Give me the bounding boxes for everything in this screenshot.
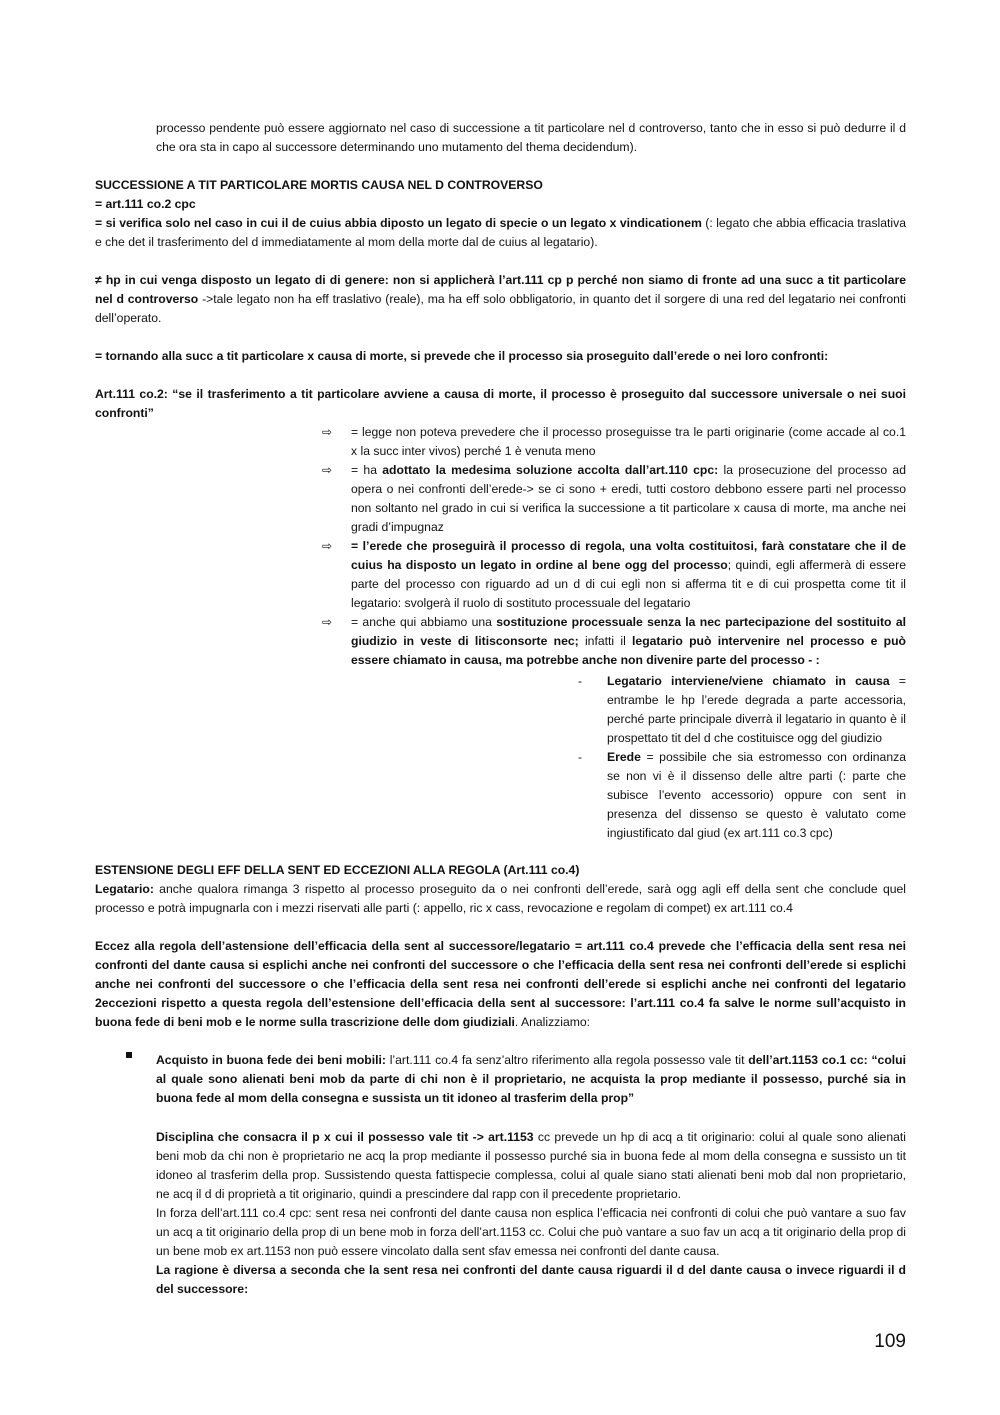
intro-paragraph: processo pendente può essere aggiornato nel caso di successione a tit particolare nel d controverso, tanto che in esso si può dedurre il d che ora sta in capo al successore determinando uno mutamento del thema decidendum). bbox=[156, 121, 906, 154]
arrow-item: ⇨ = anche qui abbiamo una sostituzione processuale senza la nec partecipazione del sostituito al giudizio in veste di litisconsorte nec; infatti il legatario può intervenire nel processo e può essere chiamato in causa, ma potrebbe anche non divenire parte del processo - : bbox=[322, 615, 906, 667]
article-quote: Art.111 co.2: “se il trasferimento a tit particolare avviene a causa di morte, il processo è proseguito dal successore universale o nei suoi confronti” bbox=[95, 387, 906, 420]
acquisto-paragraph: Acquisto in buona fede dei beni mobili: l’art.111 co.4 fa senz’altro riferimento alla regola possesso vale tit dell’art.1153 co.1 cc: “colui al quale sono alienati beni mob da parte di chi non è il proprietario, ne acquista la prop mediante il possesso, purché sia in buona fede al mom della consegna e sussista un tit idoneo al trasferim della prop” bbox=[156, 1053, 906, 1105]
section-heading-estensione: ESTENSIONE DEGLI EFF DELLA SENT ED ECCEZIONI ALLA REGOLA (Art.111 co.4) bbox=[95, 863, 580, 877]
arrow-icon: ⇨ bbox=[322, 539, 333, 553]
ragione-paragraph: La ragione è diversa a seconda che la sent resa nei confronti del dante causa riguardi il d del dante causa o invece riguardi il d del successore: bbox=[156, 1263, 906, 1296]
disciplina-paragraph: Disciplina che consacra il p x cui il possesso vale tit -> art.1153 cc prevede un hp di acq a tit originario: colui al quale sono alienati beni mob da chi non è proprietario ne acq la prop mediante il possesso purché sia in buona fede al mom della consegna e sussisto un tit idoneo al trasferim della prop. Sussistendo questa fattispecie complessa, colui al quale siano stati alienati beni mob dal non proprietario, ne acq il d di proprietà a tit originario, quindi a prescindere dal rapp con il precedente proprietario. bbox=[156, 1130, 906, 1201]
article-reference: = art.111 co.2 cpc bbox=[95, 197, 196, 211]
dash-marker: - bbox=[578, 674, 583, 688]
arrow-item: ⇨ = legge non poteva prevedere che il processo proseguisse tra le parti originarie (come accade al co.1 x la succ inter vivos) perché 1 è venuta meno bbox=[322, 425, 906, 458]
dash-item: - Erede = possibile che sia estromesso con ordinanza se non vi è il dissenso delle altre parti (: parte che subisce l’evento accessorio) oppure con sent in presenza del dissenso se questo è valutato come ingiustificato dal giud (ex art.111 co.3 cpc) bbox=[578, 750, 906, 840]
dash-marker: - bbox=[578, 750, 583, 764]
square-bullet-icon bbox=[126, 1052, 132, 1058]
dash-item: - Legatario interviene/viene chiamato in causa = entrambe le hp l’erede degrada a parte accessoria, perché parte principale diverrà il legatario in quanto è il prospettato tit del d che costituisce ogg del giudizio bbox=[578, 674, 906, 745]
page-number: 109 bbox=[874, 1331, 906, 1352]
dash-list bbox=[576, 672, 906, 843]
arrow-list bbox=[318, 423, 906, 670]
arrow-icon: ⇨ bbox=[322, 615, 333, 629]
section-heading-successione: SUCCESSIONE A TIT PARTICOLARE MORTIS CAUSA NEL D CONTROVERSO bbox=[95, 178, 543, 192]
eccezioni-paragraph: Eccez alla regola dell’astensione dell’efficacia della sent al successore/legatario = art.111 co.4 prevede che l’efficacia della sent resa nei confronti del dante causa si esplichi anche nei confronti del successore o che l’efficacia della sent resa nei confronti dell’erede si esplichi anche nei confronti del successore o che l’efficacia della sent resa nei confronti dell’erede si esplichi anche nei confronti del legatario 2eccezioni rispetto a questa regola dell’estensione dell’efficacia della sent al successore: l’art.111 co.4 fa salve le norme sull’acquisto in buona fede di beni mob e le norme sulla trascrizione delle dom giudiziali. Analizziamo: bbox=[95, 939, 906, 1029]
arrow-icon: ⇨ bbox=[322, 463, 333, 477]
forza-paragraph: In forza dell’art.111 co.4 cpc: sent resa nei confronti del dante causa non esplica l’efficacia nei confronti di colui che può vantare a suo fav un acq a tit originario della prop di un bene mob in forza dell’art.1153 cc. Colui che può vantare a suo fav un acq a tit originario della prop di un bene mob ex art.1153 non può essere vincolato dalla sent sfav emessa nei confronti del dante causa. bbox=[156, 1206, 906, 1258]
verifica-paragraph: = si verifica solo nel caso in cui il de cuius abbia diposto un legato di specie o un legato x vindicationem (: legato che abbia efficacia traslativa e che det il trasferimento del d immediatamente al mom della morte dal de cuius al legatario). bbox=[95, 216, 906, 249]
hp-genere-paragraph: ≠ hp in cui venga disposto un legato di di genere: non si applicherà l’art.111 cp p perché non siamo di fronte ad una succ a tit particolare nel d controverso ->tale legato non ha eff traslativo (reale), ma ha eff solo obbligatorio, in quanto det il sorgere di una red del legatario nei confronti dell’operato. bbox=[95, 273, 906, 325]
legatario-paragraph: Legatario: anche qualora rimanga 3 rispetto al processo proseguito da o nei confronti dell’erede, sarà ogg agli eff della sent che conclude quel processo e potrà impugnarla con i mezzi riservati alle parti (: appello, ric x cass, revocazione e regolam di compet) ex art.111 co.4 bbox=[95, 882, 906, 915]
arrow-item: ⇨ = ha adottato la medesima soluzione accolta dall’art.110 cpc: la prosecuzione del processo ad opera o nei confronti dell’erede-> se ci sono + eredi, tutti costoro debbono essere parti nel processo non soltanto nel grado in cui si verifica la successione a tit particolare x causa di morte, ma anche nei gradi d’impugnaz bbox=[322, 463, 906, 534]
arrow-item: ⇨ = l’erede che proseguirà il processo di regola, una volta costituitosi, farà constatare che il de cuius ha disposto un legato in ordine al bene ogg del processo; quindi, egli affermerà di essere parte del processo con riguardo ad un d di cui egli non si afferma tit e di cui prospetta come tit il legatario: svolgerà il ruolo di sostituto processuale del legatario bbox=[322, 539, 906, 610]
tornando-paragraph: = tornando alla succ a tit particolare x causa di morte, si prevede che il processo sia proseguito dall’erede o nei loro confronti: bbox=[95, 349, 829, 363]
arrow-icon: ⇨ bbox=[322, 425, 333, 439]
